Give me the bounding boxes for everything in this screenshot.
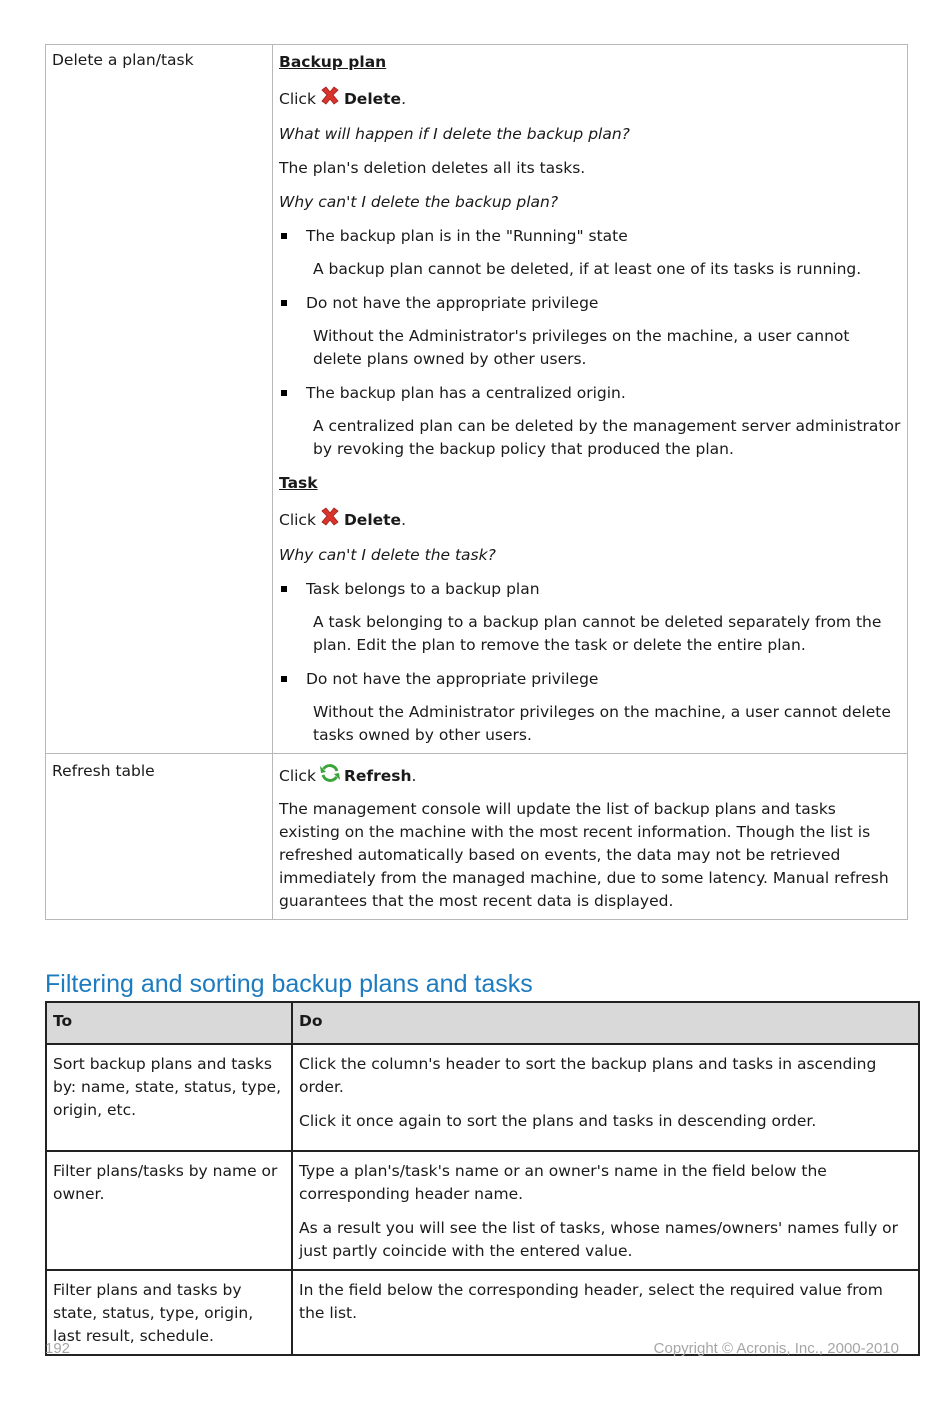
refresh-label: Refresh [343,767,412,785]
refresh-icon [319,762,341,784]
delete-icon [319,85,341,107]
table-row [46,45,908,754]
click-refresh-line [279,762,901,788]
question-cannot-delete-plan: Why can't I delete the backup plan? [279,193,559,211]
bullet-task-privilege: Do not have the appropriate privilege [279,668,901,691]
section-title: Filtering and sorting backup plans and tasks [45,970,533,998]
table-row [46,1151,919,1270]
page-number: 192 [45,1340,71,1357]
do-paragraph: As a result you will see the list of tasks, whose names/owners' names fully or just partly coincide with the entered value. [299,1219,899,1260]
bullet-running-state: The backup plan is in the "Running" state [279,225,901,248]
header-do: Do [292,1002,919,1044]
action-label: Delete a plan/task [52,51,194,69]
to-cell: Sort backup plans and tasks by: name, state, status, type, origin, etc. [46,1044,292,1151]
do-paragraph: Click it once again to sort the plans and tasks in descending order. [299,1112,817,1130]
bullet-centralized: The backup plan has a centralized origin. [279,382,901,405]
bullet-task-belongs: Task belongs to a backup plan [279,578,901,601]
do-paragraph: In the field below the corresponding header, select the required value from the list. [299,1281,883,1322]
to-cell: Filter plans/tasks by name or owner. [46,1151,292,1270]
click-text: Click [279,511,316,529]
click-text: Click [279,90,316,108]
refresh-description: The management console will update the list of backup plans and tasks existing on the machine with the most recent information. Though the list is refreshed automatically based on events, the data may not be retrieved immediately from the managed machine, due to some latency. Manual refresh guarantees that the most recent data is displayed. [279,800,889,910]
table-header-row [46,1002,919,1044]
delete-label: Delete [343,511,402,529]
question-cannot-delete-task: Why can't I delete the task? [279,546,496,564]
do-paragraph: Click the column's header to sort the backup plans and tasks in ascending order. [299,1055,877,1096]
table-row [46,754,908,920]
action-cell [46,754,273,920]
backup-plan-heading: Backup plan [279,53,387,71]
filtering-table [45,1001,920,1356]
copyright-text: Copyright © Acronis, Inc., 2000-2010 [653,1340,899,1357]
delete-label: Delete [343,90,402,108]
task-heading: Task [279,474,318,492]
action-cell [46,45,273,754]
question-delete-plan: What will happen if I delete the backup plan? [279,125,630,143]
bullet-privilege: Do not have the appropriate privilege [279,292,901,315]
click-delete-line [279,85,901,111]
period-text: . [401,511,407,529]
bullet-running-state-detail: A backup plan cannot be deleted, if at least one of its tasks is running. [313,260,862,278]
delete-icon [319,506,341,528]
header-to: To [46,1002,292,1044]
bullet-task-privilege-detail: Without the Administrator privileges on the machine, a user cannot delete tasks owned by other users. [313,703,891,744]
do-cell [292,1151,919,1270]
period-text: . [401,90,407,108]
bullet-task-belongs-detail: A task belonging to a backup plan cannot be deleted separately from the plan. Edit the plan to remove the task or delete the entire plan. [313,613,882,654]
answer-delete-plan: The plan's deletion deletes all its tasks. [279,159,586,177]
actions-table [45,44,908,920]
action-label: Refresh table [52,762,155,780]
bullet-centralized-detail: A centralized plan can be deleted by the management server administrator by revoking the backup policy that produced the plan. [313,417,901,458]
to-cell: Filter plans and tasks by state, status, type, origin, last result, schedule. [46,1270,292,1355]
do-paragraph: Type a plan's/task's name or an owner's name in the field below the corresponding header name. [299,1162,827,1203]
instruction-cell [273,754,908,920]
table-row [46,1044,919,1151]
do-cell [292,1044,919,1151]
bullet-privilege-detail: Without the Administrator's privileges on the machine, a user cannot delete plans owned by other users. [313,327,850,368]
click-delete-task-line [279,506,901,532]
period-text: . [411,767,417,785]
instruction-cell [273,45,908,754]
click-text: Click [279,767,316,785]
